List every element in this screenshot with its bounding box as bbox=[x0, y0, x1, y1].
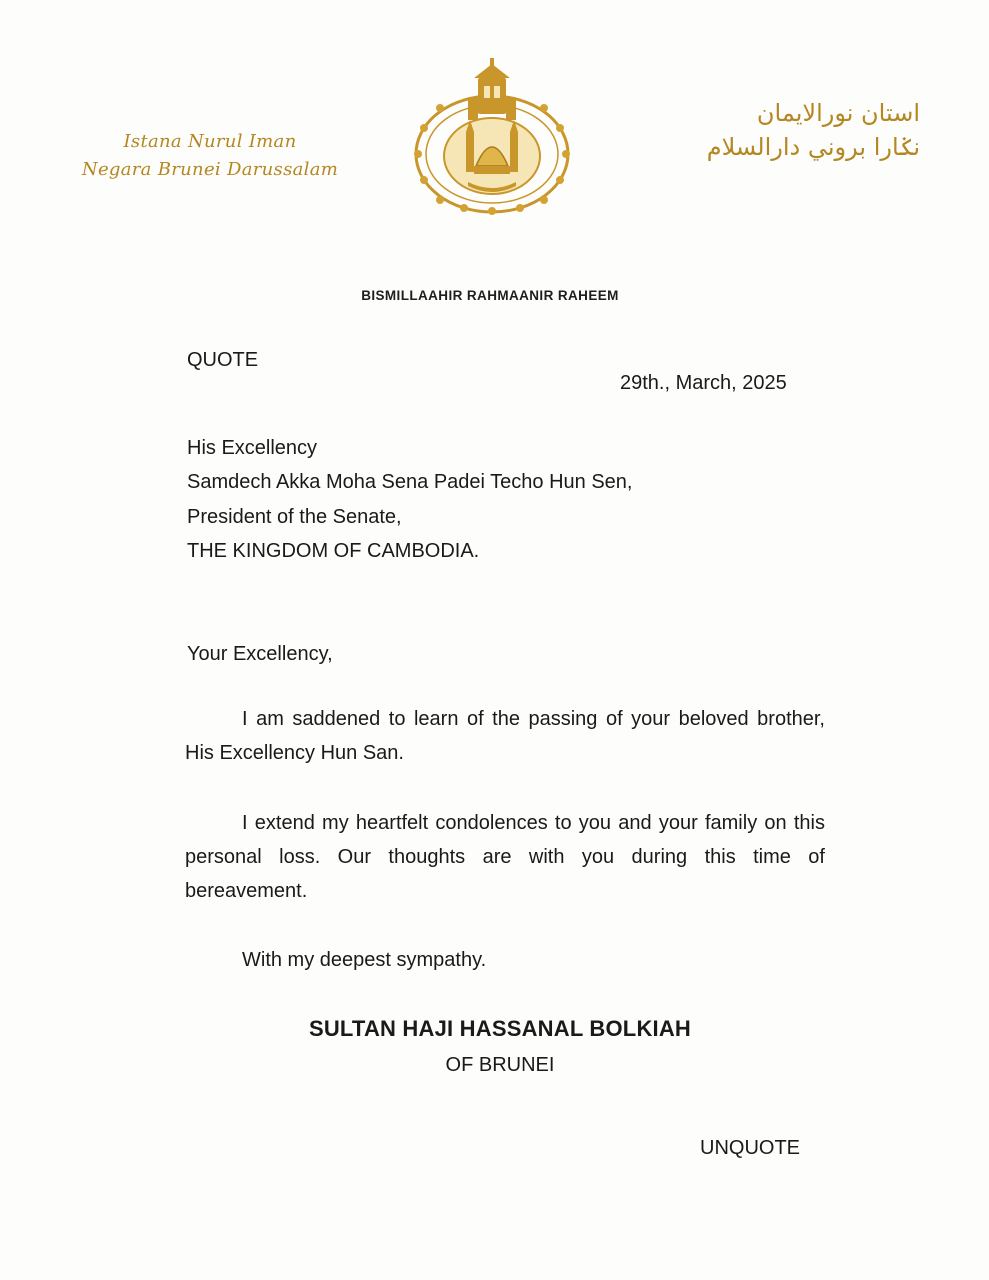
letter-date: 29th., March, 2025 bbox=[620, 372, 787, 394]
addressee-line-2: Samdech Akka Moha Sena Padei Techo Hun Sen, bbox=[187, 471, 633, 493]
addressee-line-4: THE KINGDOM OF CAMBODIA. bbox=[187, 540, 480, 562]
unquote-label: UNQUOTE bbox=[700, 1137, 800, 1159]
letterhead-left bbox=[60, 128, 360, 184]
salutation: Your Excellency, bbox=[187, 643, 333, 665]
letterhead-right bbox=[650, 96, 920, 164]
letterhead-left-line-1: Istana Nurul Iman bbox=[123, 131, 297, 152]
basmala-heading: BISMILLAAHIR RAHMAANIR RAHEEM bbox=[361, 288, 619, 303]
signatory-title: OF BRUNEI bbox=[445, 1054, 555, 1076]
quote-label: QUOTE bbox=[187, 349, 259, 371]
letterhead-right-line-2: نݢارا بروني دارالسلام bbox=[706, 133, 920, 161]
letterhead-right-line-1: استان نورالايمان bbox=[756, 99, 920, 127]
body-paragraph-2: I extend my heartfelt condolences to you and your family on this personal loss. Our thoughts are with you during this time of bereavement. bbox=[185, 812, 825, 902]
addressee-line-1: His Excellency bbox=[187, 437, 318, 459]
letterhead-left-line-2: Negara Brunei Darussalam bbox=[81, 159, 339, 180]
body-paragraph-1: I am saddened to learn of the passing of your beloved brother, His Excellency Hun San. bbox=[185, 708, 825, 764]
signatory-name: SULTAN HAJI HASSANAL BOLKIAH bbox=[308, 1016, 692, 1041]
royal-crest-icon bbox=[408, 58, 576, 216]
closing-line: With my deepest sympathy. bbox=[242, 949, 487, 971]
addressee-line-3: President of the Senate, bbox=[187, 506, 402, 528]
